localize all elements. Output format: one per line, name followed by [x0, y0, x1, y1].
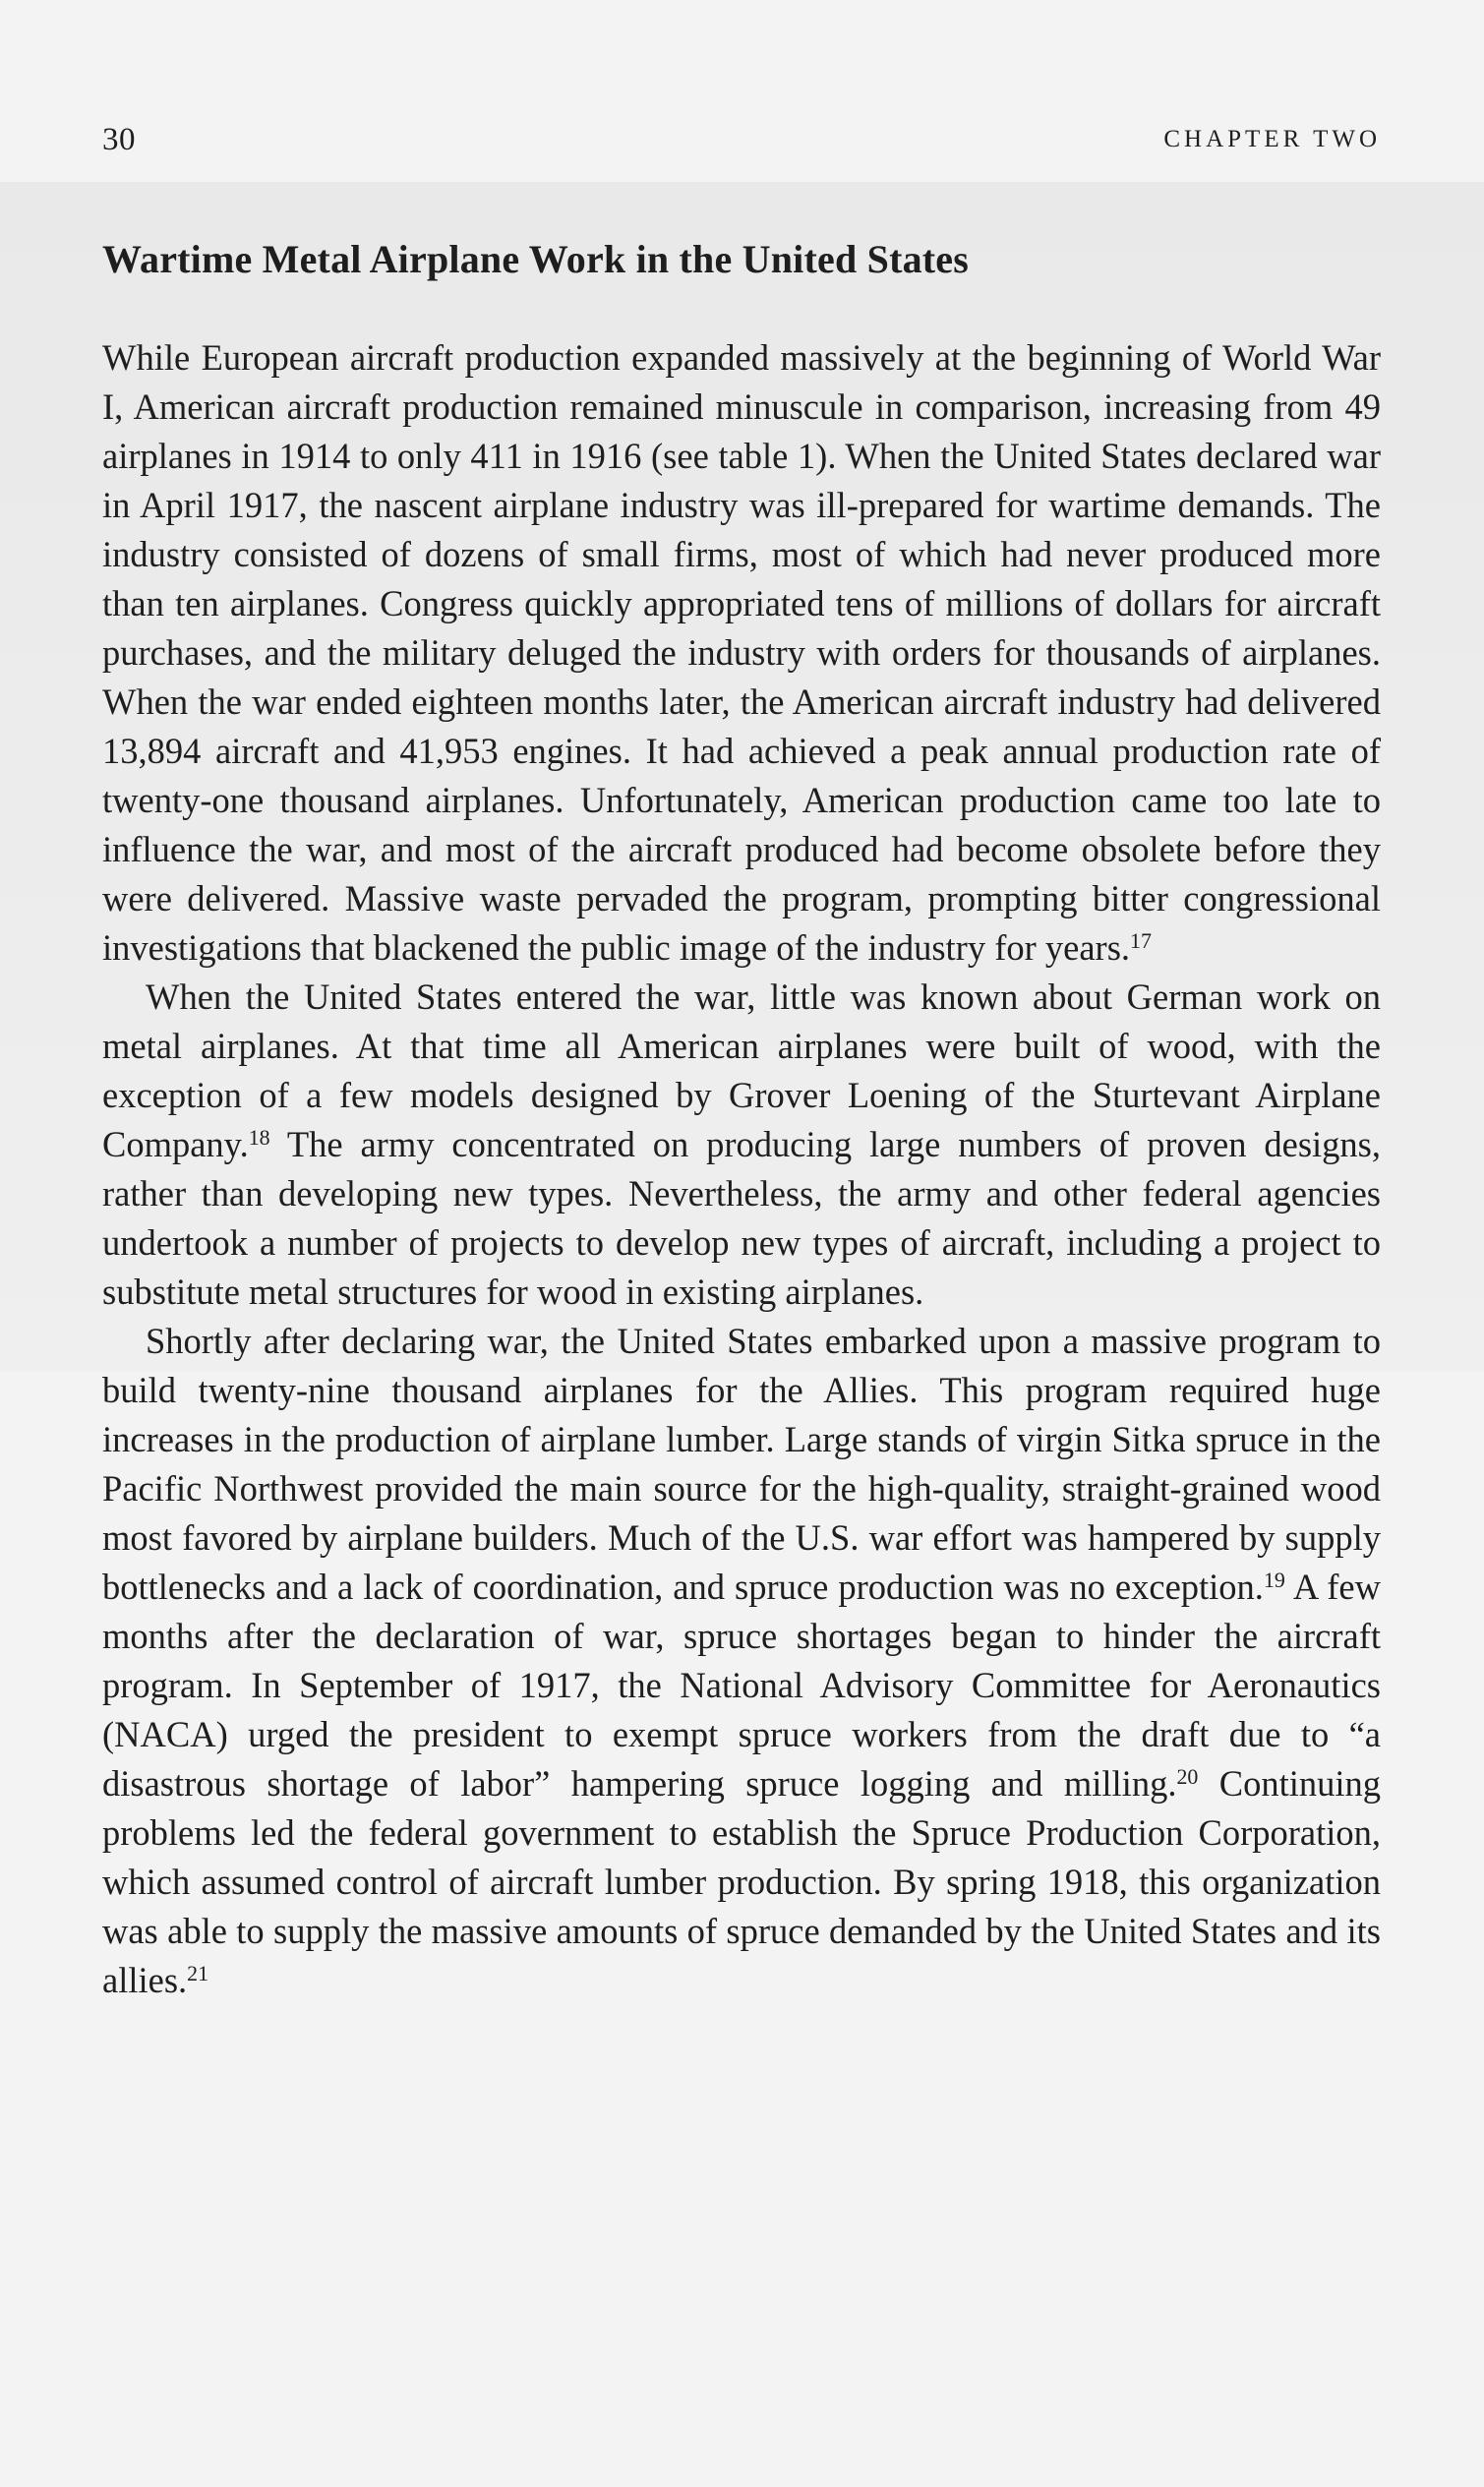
body-text: [102, 333, 1381, 2005]
paragraph-text: The army concentrated on producing large numbers of proven designs, rather than developing new types. Nevertheless, the army and other federal agencies undertook a number of projects to develop new types of aircraft, including a project to substitute metal structures for wood in existing airplanes.: [102, 1124, 1381, 1312]
paragraph-text: When the United States entered the war, little was known about German work on metal airplanes. At that time all American airplanes were built of wood, with the exception of a few models designed by Grover Loening of the Sturtevant Airplane Company.: [102, 977, 1381, 1164]
paragraph-text: A few months after the declaration of war, spruce shortages began to hinder the aircraft program. In September of 1917, the National Advisory Committee for Aeronautics (NACA) urged the president to exempt spruce workers from the draft due to “a disastrous shortage of labor” hampering spruce logging and milling.: [102, 1567, 1381, 1804]
footnote-ref: 19: [1263, 1567, 1285, 1592]
paragraph-text: Shortly after declaring war, the United States embarked upon a massive program to build twenty-nine thousand airplanes for the Allies. This program required huge increases in the production of airplane lumber. Large stands of virgin Sitka spruce in the Pacific Northwest provided the main source for the high-quality, straight-grained wood most favored by airplane builders. Much of the U.S. war effort was hampered by supply bottlenecks and a lack of coordination, and spruce production was no exception.: [102, 1321, 1381, 1607]
paragraph-2: [102, 973, 1381, 1317]
footnote-ref: 20: [1176, 1763, 1199, 1789]
paragraph-text: While European aircraft production expanded massively at the beginning of World War I, American aircraft production remained minuscule in comparison, increasing from 49 airplanes in 1914 to only 411 in 1916 (see table 1). When the United States declared war in April 1917, the nascent airplane industry was ill-prepared for wartime demands. The industry consisted of dozens of small firms, most of which had never produced more than ten airplanes. Congress quickly appropriated tens of millions of dollars for aircraft purchases, and the military deluged the industry with orders for thousands of airplanes. When the war ended eighteen months later, the American aircraft industry had delivered 13,894 aircraft and 41,953 engines. It had achieved a peak annual production rate of twenty-one thousand airplanes. Unfortunately, American production came too late to influence the war, and most of the aircraft produced had become obsolete before they were delivered. Massive waste pervaded the program, prompting bitter congressional investigations that blackened the public image of the industry for years.: [102, 337, 1381, 968]
footnote-ref: 18: [248, 1124, 270, 1150]
running-head: [102, 122, 1381, 165]
footnote-ref: 21: [187, 1960, 209, 1985]
page-number: 30: [102, 122, 136, 157]
paragraph-3: [102, 1317, 1381, 2005]
chapter-label: CHAPTER TWO: [1163, 126, 1381, 152]
paragraph-text: Continuing problems led the federal government to establish the Spruce Production Corporation, which assumed control of aircraft lumber production. By spring 1918, this organization was able to supply the massive amounts of spruce demanded by the United States and its allies.: [102, 1763, 1381, 2000]
footnote-ref: 17: [1130, 927, 1152, 953]
paragraph-1: [102, 333, 1381, 973]
section-heading: Wartime Metal Airplane Work in the United States: [102, 237, 970, 281]
